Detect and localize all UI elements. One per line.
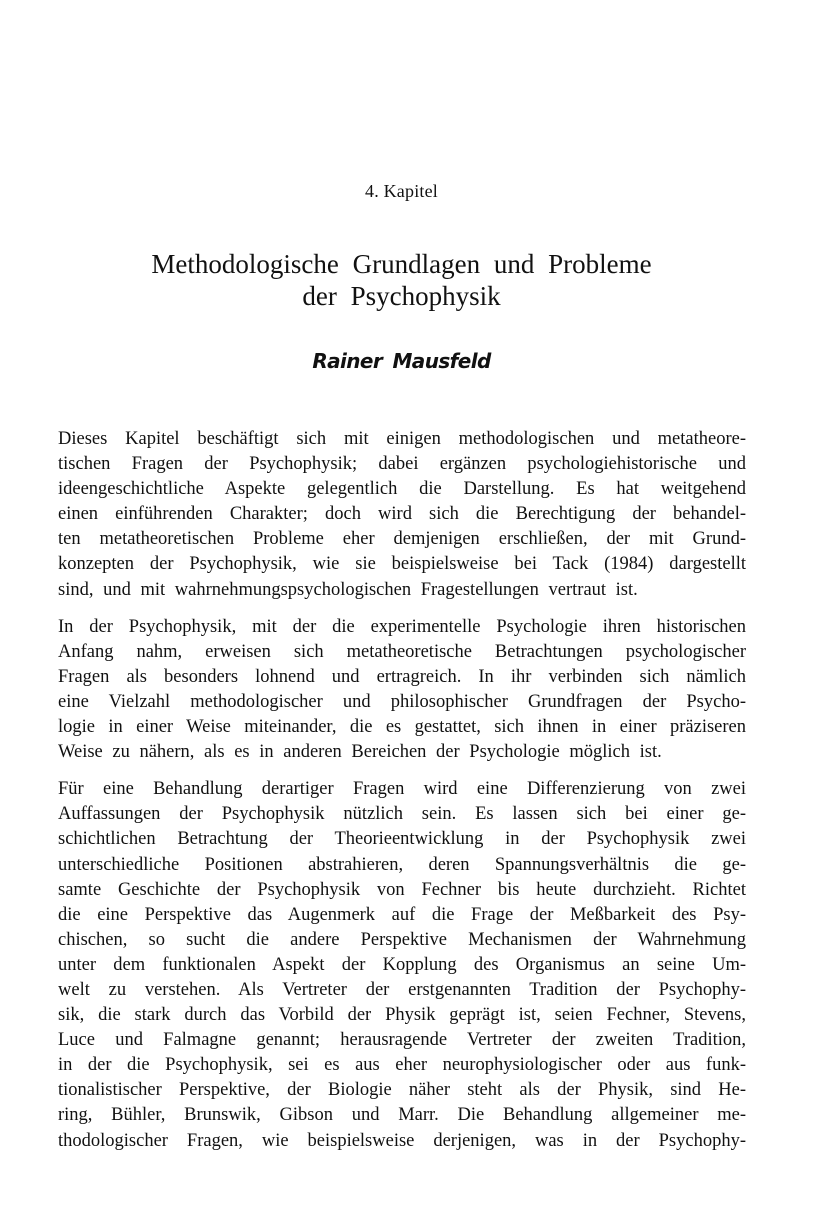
text-line: sik, die stark durch das Vorbild der Physik geprägt ist, seien Fechner, Stevens, (58, 1005, 746, 1026)
text-line: Fragen als besonders lohnend und ertragreich. In ihr verbinden sich nämlich (58, 666, 746, 687)
text-line: sind, und mit wahrnehmungspsychologischen Fragestellungen vertraut ist. (58, 579, 638, 600)
text-line: chischen, so sucht die andere Perspektive Mechanismen der Wahrnehmung (58, 929, 746, 950)
text-line: Anfang nahm, erweisen sich metatheoretische Betrachtungen psychologischer (58, 641, 746, 662)
text-line: thodologischer Fragen, wie beispielsweise derjenigen, was in der Psychophy- (58, 1130, 746, 1151)
paragraph (58, 427, 746, 603)
text-line: logie in einer Weise miteinander, die es gestattet, sich ihnen in einer präziseren (58, 717, 746, 738)
text-line: In der Psychophysik, mit der die experimentelle Psychologie ihren historischen (58, 616, 746, 637)
text-line: die eine Perspektive das Augenmerk auf die Frage der Meßbarkeit des Psy- (58, 904, 746, 925)
text-line: unterschiedliche Positionen abstrahieren, deren Spannungsverhältnis die ge- (58, 854, 746, 875)
text-line: ring, Bühler, Brunswik, Gibson und Marr. Die Behandlung allgemeiner me- (58, 1105, 746, 1126)
chapter-label: 4. Kapitel (365, 181, 438, 201)
text-line: Dieses Kapitel beschäftigt sich mit einigen methodologischen und metatheore- (58, 429, 746, 449)
paragraph (58, 615, 746, 766)
author-name: Rainer Mausfeld (312, 349, 491, 373)
text-line: Auffassungen der Psychophysik nützlich sein. Es lassen sich bei einer ge- (58, 804, 746, 825)
text-line: ten metatheoretischen Probleme eher demjenigen erschließen, der mit Grund- (58, 529, 746, 550)
chapter-title (0, 248, 803, 312)
text-line: samte Geschichte der Psychophysik von Fechner bis heute durchzieht. Richtet (58, 879, 746, 900)
text-line: welt zu verstehen. Als Vertreter der erstgenannten Tradition der Psychophy- (58, 979, 746, 1000)
text-line: konzepten der Psychophysik, wie sie beispielsweise bei Tack (1984) dargestellt (58, 554, 746, 575)
text-line: einen einführenden Charakter; doch wird sich die Berechtigung der behandel- (58, 504, 746, 525)
text-line: schichtlichen Betrachtung der Theorieentwicklung in der Psychophysik zwei (58, 829, 746, 850)
text-line: unter dem funktionalen Aspekt der Kopplung des Organismus an seine Um- (58, 954, 746, 975)
text-line: tischen Fragen der Psychophysik; dabei ergänzen psychologiehistorische und (58, 454, 746, 475)
chapter-title-line: Methodologische Grundlagen und Probleme (151, 249, 652, 279)
text-line: Für eine Behandlung derartiger Fragen wird eine Differenzierung von zwei (58, 779, 746, 800)
text-line: Luce und Falmagne genannt; herausragende Vertreter der zweiten Tradition, (58, 1030, 746, 1051)
text-line: eine Vielzahl methodologischer und philosophischer Grundfragen der Psycho- (58, 691, 746, 712)
body-text (58, 427, 746, 1166)
text-line: ideengeschichtliche Aspekte gelegentlich die Darstellung. Es hat weitgehend (58, 479, 746, 500)
paragraph (58, 777, 746, 1153)
text-line: in der die Psychophysik, sei es aus eher neurophysiologischer oder aus funk- (58, 1055, 746, 1076)
text-line: Weise zu nähern, als es in anderen Bereichen der Psychologie möglich ist. (58, 742, 662, 763)
text-line: tionalistischer Perspektive, der Biologie näher steht als der Physik, sind He- (58, 1080, 746, 1101)
chapter-title-line: der Psychophysik (302, 281, 501, 311)
